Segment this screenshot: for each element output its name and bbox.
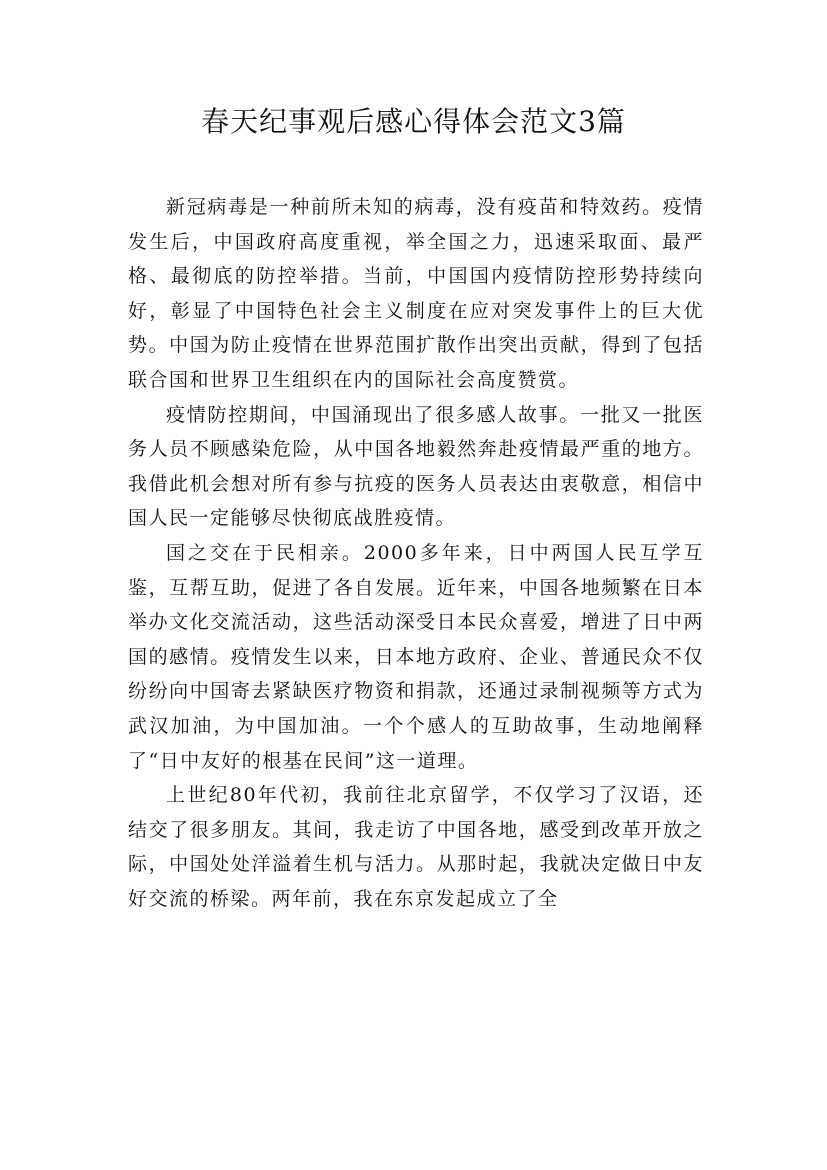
document-title: 春天纪事观后感心得体会范文3篇	[201, 105, 626, 138]
paragraph: 国之交在于民相亲。2000多年来，日中两国人民互学互鉴，互帮互助，促进了各自发展。近年来，中国各地频繁在日本举办文化交流活动，这些活动深受日本民众喜爱，增进了日中两国的感情。疫情发生以来，日本地方政府、企业、普通民众不仅纷纷向中国寄去紧缺医疗物资和捐款，还通过录制视频等方式为武汉加油，为中国加油。一个个感人的互助故事，生动地阐释了“日中友好的根基在民间”这一道理。	[128, 541, 704, 772]
paragraph: 上世纪80年代初，我前往北京留学，不仅学习了汉语，还结交了很多朋友。其间，我走访了中国各地，感受到改革开放之际，中国处处洋溢着生机与活力。从那时起，我就决定做日中友好交流的桥梁。两年前，我在东京发起成立了全	[128, 784, 704, 910]
paragraph: 新冠病毒是一种前所未知的病毒，没有疫苗和特效药。疫情发生后，中国政府高度重视，举全国之力，迅速采取面、最严格、最彻底的防控举措。当前，中国国内疫情防控形势持续向好，彰显了中国特色社会主义制度在应对突发事件上的巨大优势。中国为防止疫情在世界范围扩散作出突出贡献，得到了包括联合国和世界卫生组织在内的国际社会高度赞赏。	[128, 196, 704, 391]
document-body	[128, 190, 704, 916]
paragraph: 疫情防控期间，中国涌现出了很多感人故事。一批又一批医务人员不顾感染危险，从中国各地毅然奔赴疫情最严重的地方。我借此机会想对所有参与抗疫的医务人员表达由衷敬意，相信中国人民一定能够尽快彻底战胜疫情。	[128, 403, 704, 530]
